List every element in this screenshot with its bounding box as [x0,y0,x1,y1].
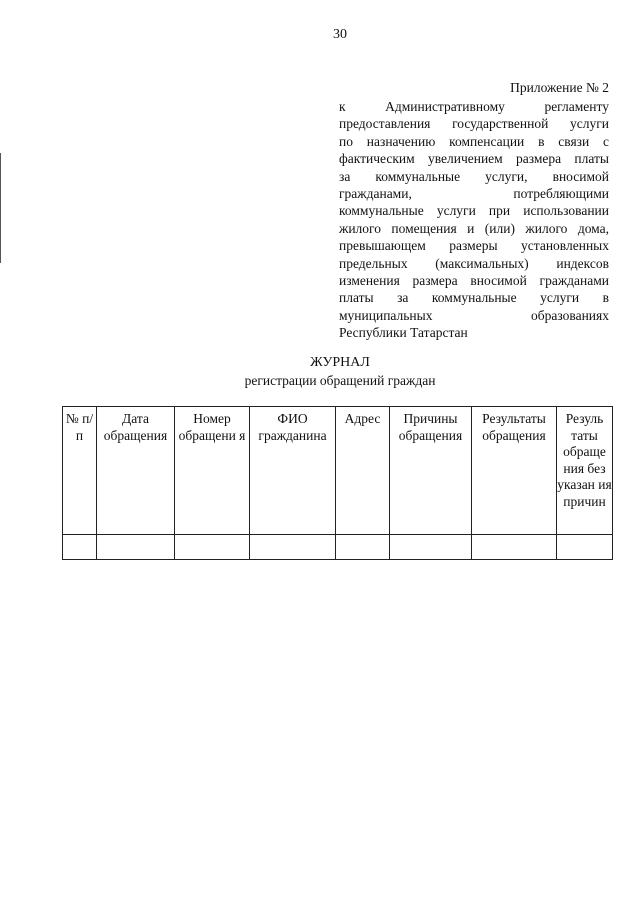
column-header-date: Дата обращения [97,407,175,535]
appendix-line: по назначению компенсации в связи с [339,133,609,149]
appendix-title: Приложение № 2 [510,80,609,95]
journal-subtitle: регистрации обращений граждан [244,373,436,388]
appendix-line: предельных (максимальных) индексов [339,255,609,271]
appendix-line: гражданами, потребляющими [339,186,609,202]
column-header-request-number: Номер обращени я [175,407,250,535]
page-number: 30 [333,27,347,42]
appendix-line: к Административному регламенту [339,99,609,114]
appendix-text [339,98,609,342]
appendix-line: за коммунальные услуги, вносимой [339,168,609,184]
appendix-line: превышающем размеры установленных [339,238,609,254]
appendix-line: предоставления государственной услуги [339,116,609,132]
appendix-line: муниципальных образованиях [339,307,609,323]
journal-table [62,406,613,560]
journal-title: ЖУРНАЛ [310,355,370,370]
appendix-line: фактическим увеличением размера платы [339,151,609,167]
appendix-line: изменения размера вносимой гражданами [339,273,609,289]
table-cell [390,535,472,560]
appendix-line: платы за коммунальные услуги в [339,290,609,306]
appendix-line: коммунальные услуги при использовании [339,203,609,219]
table-cell [336,535,390,560]
table-cell [250,535,336,560]
column-header-results: Результаты обращения [472,407,557,535]
table-cell [63,535,97,560]
appendix-line: Республики Татарстан [339,325,468,341]
table-cell [557,535,613,560]
table-cell [175,535,250,560]
scan-edge-mark [0,153,1,263]
column-header-reasons: Причины обращения [390,407,472,535]
column-header-full-name: ФИО гражданина [250,407,336,535]
table-header-row [63,407,613,535]
appendix-line: жилого помещения и (или) жилого дома, [339,220,609,236]
table-cell [472,535,557,560]
column-header-results-no-reason: Резуль таты обраще ния без указан ия причин [557,407,613,535]
table-row [63,535,613,560]
table-cell [97,535,175,560]
column-header-address: Адрес [336,407,390,535]
column-header-number: № п/п [63,407,97,535]
